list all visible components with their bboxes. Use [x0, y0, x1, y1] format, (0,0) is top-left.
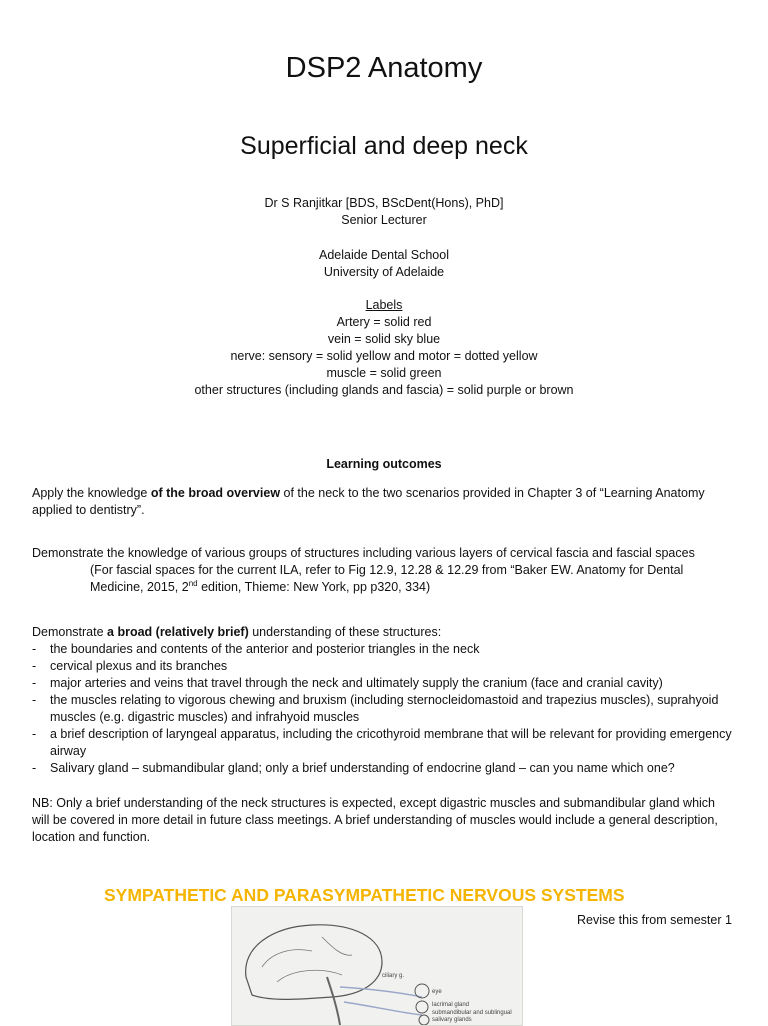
label-item: other structures (including glands and fascia) = solid purple or brown: [194, 383, 574, 397]
revise-note: Revise this from semester 1: [577, 913, 732, 927]
labels-block: [0, 297, 768, 399]
label-item: nerve: sensory = solid yellow and motor = dotted yellow: [230, 349, 538, 363]
learning-outcomes-heading: Learning outcomes: [326, 457, 442, 471]
figure-label: submandibular and sublingual: [432, 1010, 512, 1016]
structures-list: [32, 641, 732, 777]
list-item: - a brief description of laryngeal apparatus, including the cricothyroid membrane that will be relevant for providing emergency airway: [32, 726, 732, 760]
outcome-paragraph-2: Demonstrate the knowledge of various groups of structures including various layers of cervical fascia and fascial spaces (For fascial spaces for the current ILA, refer to Fig 12.9, 12.28 & 12.29 from “Baker EW. Anatomy for Dental Medicine, 2015, 2nd edition, Thieme: New York, pp p320, 334): [32, 545, 732, 596]
list-item: - major arteries and veins that travel through the neck and ultimately supply the cranium (face and cranial cavity): [32, 675, 732, 692]
author-role: Senior Lecturer: [341, 213, 427, 227]
list-item: - cervical plexus and its branches: [32, 658, 732, 675]
author-block: [0, 195, 768, 229]
outcome-paragraph-3: Demonstrate a broad (relatively brief) understanding of these structures: - the boundaries and contents of the anterior and posterior triangles in the neck - cervical plexus and its branches - major arteries and veins that travel through the neck and ultimately supply the cranium (face and cranial cavity) - the muscles relating to vigorous chewing and bruxism (including sternocleidomastoid and trapezius muscles), suprahyoid muscles (e.g. digastric muscles) and infrahyoid muscles - a brief description of laryngeal apparatus, including the cricothyroid membrane that will be relevant for providing emergency airway - Salivary gland – submandibular gland; only a brief understanding of endocrine gland – can you name which one?: [32, 624, 732, 777]
label-item: Artery = solid red: [336, 315, 432, 329]
school-name: Adelaide Dental School: [319, 248, 449, 262]
page-title: DSP2 Anatomy: [285, 52, 483, 84]
author-name: Dr S Ranjitkar [BDS, BScDent(Hons), PhD]: [264, 196, 504, 210]
list-item: - the muscles relating to vigorous chewing and bruxism (including sternocleidomastoid and trapezius muscles), suprahyoid muscles (e.g. digastric muscles) and infrahyoid muscles: [32, 692, 732, 726]
figure-label: eye: [432, 989, 442, 995]
outcome-paragraph-2-reference: (For fascial spaces for the current ILA, refer to Fig 12.9, 12.28 & 12.29 from “Baker EW. Anatomy for Dental Medicine, 2015, 2nd edition, Thieme: New York, pp p320, 334): [90, 563, 684, 594]
labels-heading: Labels: [365, 298, 403, 312]
list-item: - Salivary gland – submandibular gland; only a brief understanding of endocrine gland – can you name which one?: [32, 760, 732, 777]
figure-label: salivary glands: [432, 1017, 472, 1023]
figure-label: lacrimal gland: [432, 1002, 470, 1008]
page-subtitle: Superficial and deep neck: [240, 132, 528, 160]
figure-label: ciliary g.: [382, 973, 405, 979]
label-item: vein = solid sky blue: [327, 332, 441, 346]
affiliation-block: [0, 247, 768, 281]
section-heading: SYMPATHETIC AND PARASYMPATHETIC NERVOUS SYSTEMS: [104, 885, 625, 905]
list-item: - the boundaries and contents of the anterior and posterior triangles in the neck: [32, 641, 732, 658]
outcome-paragraph-1: Apply the knowledge of the broad overview of the neck to the two scenarios provided in Chapter 3 of “Learning Anatomy applied to dentistry”.: [32, 486, 705, 517]
university-name: University of Adelaide: [323, 265, 445, 279]
nb-paragraph: NB: Only a brief understanding of the neck structures is expected, except digastric muscles and submandibular gland which will be covered in more detail in future class meetings. A brief understanding of muscles would include a general description, location and function.: [32, 796, 718, 844]
nervous-system-figure: [231, 906, 523, 1026]
brain-diagram: [232, 907, 522, 1025]
label-item: muscle = solid green: [326, 366, 442, 380]
